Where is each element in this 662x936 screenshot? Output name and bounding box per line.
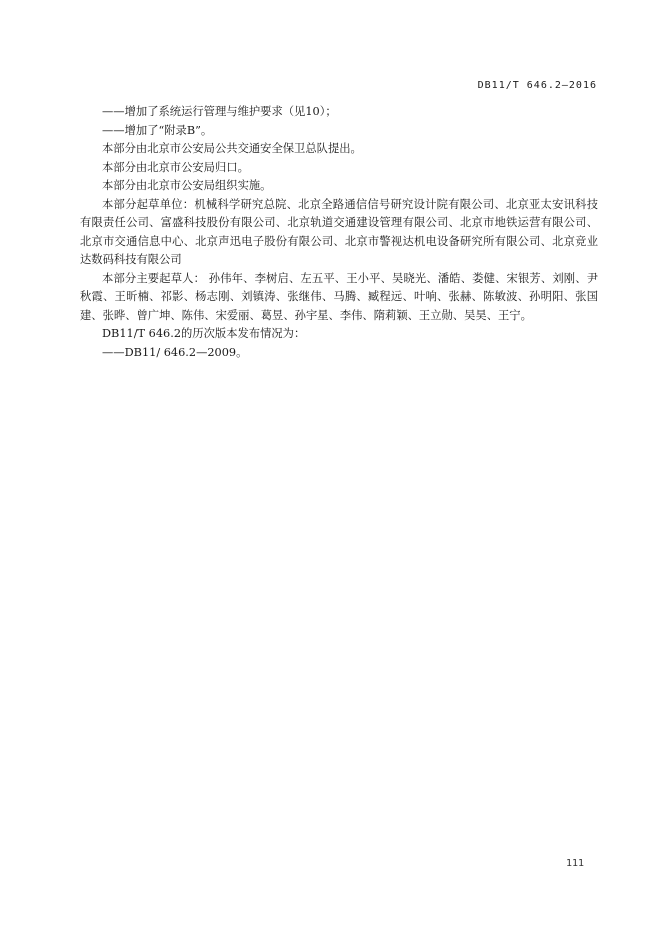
change-item-appendix-b: ——增加了“附录B”。 <box>102 123 213 137</box>
version-history-intro: DB11/T 646.2的历次版本发布情况为： <box>102 327 306 340</box>
drafting-organizations: 本部分起草单位：机械科学研究总院、北京全路通信信号研究设计院有限公司、北京亚太安讯科技有限责任公司、富盛科技股份有限公司、北京轨道交通建设管理有限公司、北京市地铁运营有限公司、北京市交通信息中心、北京声迅电子股份有限公司、北京市警视达机电设备研究所有限公司、北京竞业达数码科技有限公司 <box>80 197 598 266</box>
document-body <box>80 103 598 362</box>
main-drafters: 本部分主要起草人： 孙伟年、李树启、左五平、王小平、吴晓光、潘皓、娄健、宋银芳、刘刚、尹秋霞、王昕楠、祁影、杨志刚、刘镇涛、张继伟、马腾、臧程远、叶响、张赫、陈敏波、孙明阳、张国建、张晔、曾广坤、陈伟、宋爱丽、葛昱、孙宇星、李伟、隋莉颖、王立勋、吴昊、王宁。 <box>80 271 598 322</box>
change-item-maintenance: ——增加了系统运行管理与维护要求（见10）； <box>102 105 337 118</box>
administrator-statement: 本部分由北京市公安局归口。 <box>102 160 249 174</box>
proposer-statement: 本部分由北京市公安局公共交通安全保卫总队提出。 <box>102 142 362 155</box>
page-number: 111 <box>565 858 584 869</box>
version-history-item: ——DB11/ 646.2—2009。 <box>102 345 248 359</box>
implementer-statement: 本部分由北京市公安局组织实施。 <box>102 179 272 192</box>
standard-code-header: DB11/T 646.2—2016 <box>477 80 597 91</box>
